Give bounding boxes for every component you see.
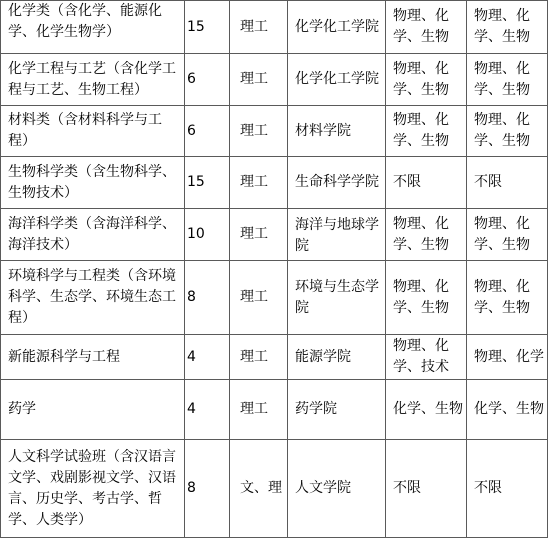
- college-cell: 化学化工学院: [288, 1, 386, 54]
- table-row: [1, 209, 548, 261]
- major-cell: 材料类（含材料科学与工程）: [1, 106, 185, 157]
- college-cell: 化学化工学院: [288, 54, 386, 106]
- subject-requirement-cell: 物理、化学、生物: [386, 209, 467, 261]
- major-cell: 环境科学与工程类（含环境科学、生态学、环境生态工程）: [1, 261, 185, 335]
- category-cell: 理工: [230, 106, 288, 157]
- major-cell: 人文科学试验班（含汉语言文学、戏剧影视文学、汉语言、历史学、考古学、哲学、人类学）: [1, 440, 185, 538]
- table-row: [1, 380, 548, 440]
- subject-requirement-cell: 物理、化学、生物: [386, 106, 467, 157]
- category-cell: 文、理: [230, 440, 288, 538]
- category-cell: 理工: [230, 1, 288, 54]
- major-cell: 化学工程与工艺（含化学工程与工艺、生物工程）: [1, 54, 185, 106]
- quota-cell: 4: [185, 380, 230, 440]
- table-row: [1, 157, 548, 209]
- quota-cell: 10: [185, 209, 230, 261]
- category-cell: 理工: [230, 335, 288, 380]
- major-cell: 药学: [1, 380, 185, 440]
- subject-requirement-cell: 物理、化学、生物: [467, 1, 548, 54]
- table-row: [1, 440, 548, 538]
- page-bottom-margin: [0, 541, 550, 545]
- college-cell: 药学院: [288, 380, 386, 440]
- category-cell: 理工: [230, 261, 288, 335]
- college-cell: 海洋与地球学院: [288, 209, 386, 261]
- subject-requirement-cell: 不限: [467, 157, 548, 209]
- subject-requirement-cell: 化学、生物: [467, 380, 548, 440]
- college-cell: 能源学院: [288, 335, 386, 380]
- quota-cell: 6: [185, 106, 230, 157]
- quota-cell: 8: [185, 261, 230, 335]
- major-cell: 海洋科学类（含海洋科学、海洋技术）: [1, 209, 185, 261]
- subject-requirement-cell: 化学、生物: [386, 380, 467, 440]
- college-cell: 材料学院: [288, 106, 386, 157]
- major-cell: 新能源科学与工程: [1, 335, 185, 380]
- subject-requirement-cell: 物理、化学、生物: [467, 209, 548, 261]
- quota-cell: 4: [185, 335, 230, 380]
- category-cell: 理工: [230, 157, 288, 209]
- quota-cell: 6: [185, 54, 230, 106]
- subject-requirement-cell: 物理、化学、生物: [386, 261, 467, 335]
- subject-requirement-cell: 物理、化学、生物: [467, 106, 548, 157]
- subject-requirement-cell: 物理、化学、生物: [386, 1, 467, 54]
- college-cell: 环境与生态学院: [288, 261, 386, 335]
- subject-requirement-cell: 物理、化学、生物: [467, 54, 548, 106]
- table-row: [1, 261, 548, 335]
- quota-cell: 15: [185, 1, 230, 54]
- quota-cell: 15: [185, 157, 230, 209]
- category-cell: 理工: [230, 209, 288, 261]
- category-cell: 理工: [230, 54, 288, 106]
- subject-requirement-cell: 物理、化学: [467, 335, 548, 380]
- major-cell: 化学类（含化学、能源化学、化学生物学）: [1, 1, 185, 54]
- subject-requirement-cell: 不限: [467, 440, 548, 538]
- subject-requirement-cell: 物理、化学、技术: [386, 335, 467, 380]
- subject-requirement-cell: 不限: [386, 157, 467, 209]
- table-row: [1, 106, 548, 157]
- major-cell: 生物科学类（含生物科学、生物技术）: [1, 157, 185, 209]
- college-cell: 生命科学学院: [288, 157, 386, 209]
- table-row: [1, 335, 548, 380]
- subject-requirement-cell: 物理、化学、生物: [386, 54, 467, 106]
- college-cell: 人文学院: [288, 440, 386, 538]
- quota-cell: 8: [185, 440, 230, 538]
- table-row: [1, 54, 548, 106]
- subject-requirement-cell: 不限: [386, 440, 467, 538]
- table-row: [1, 1, 548, 54]
- subject-requirement-cell: 物理、化学、生物: [467, 261, 548, 335]
- category-cell: 理工: [230, 380, 288, 440]
